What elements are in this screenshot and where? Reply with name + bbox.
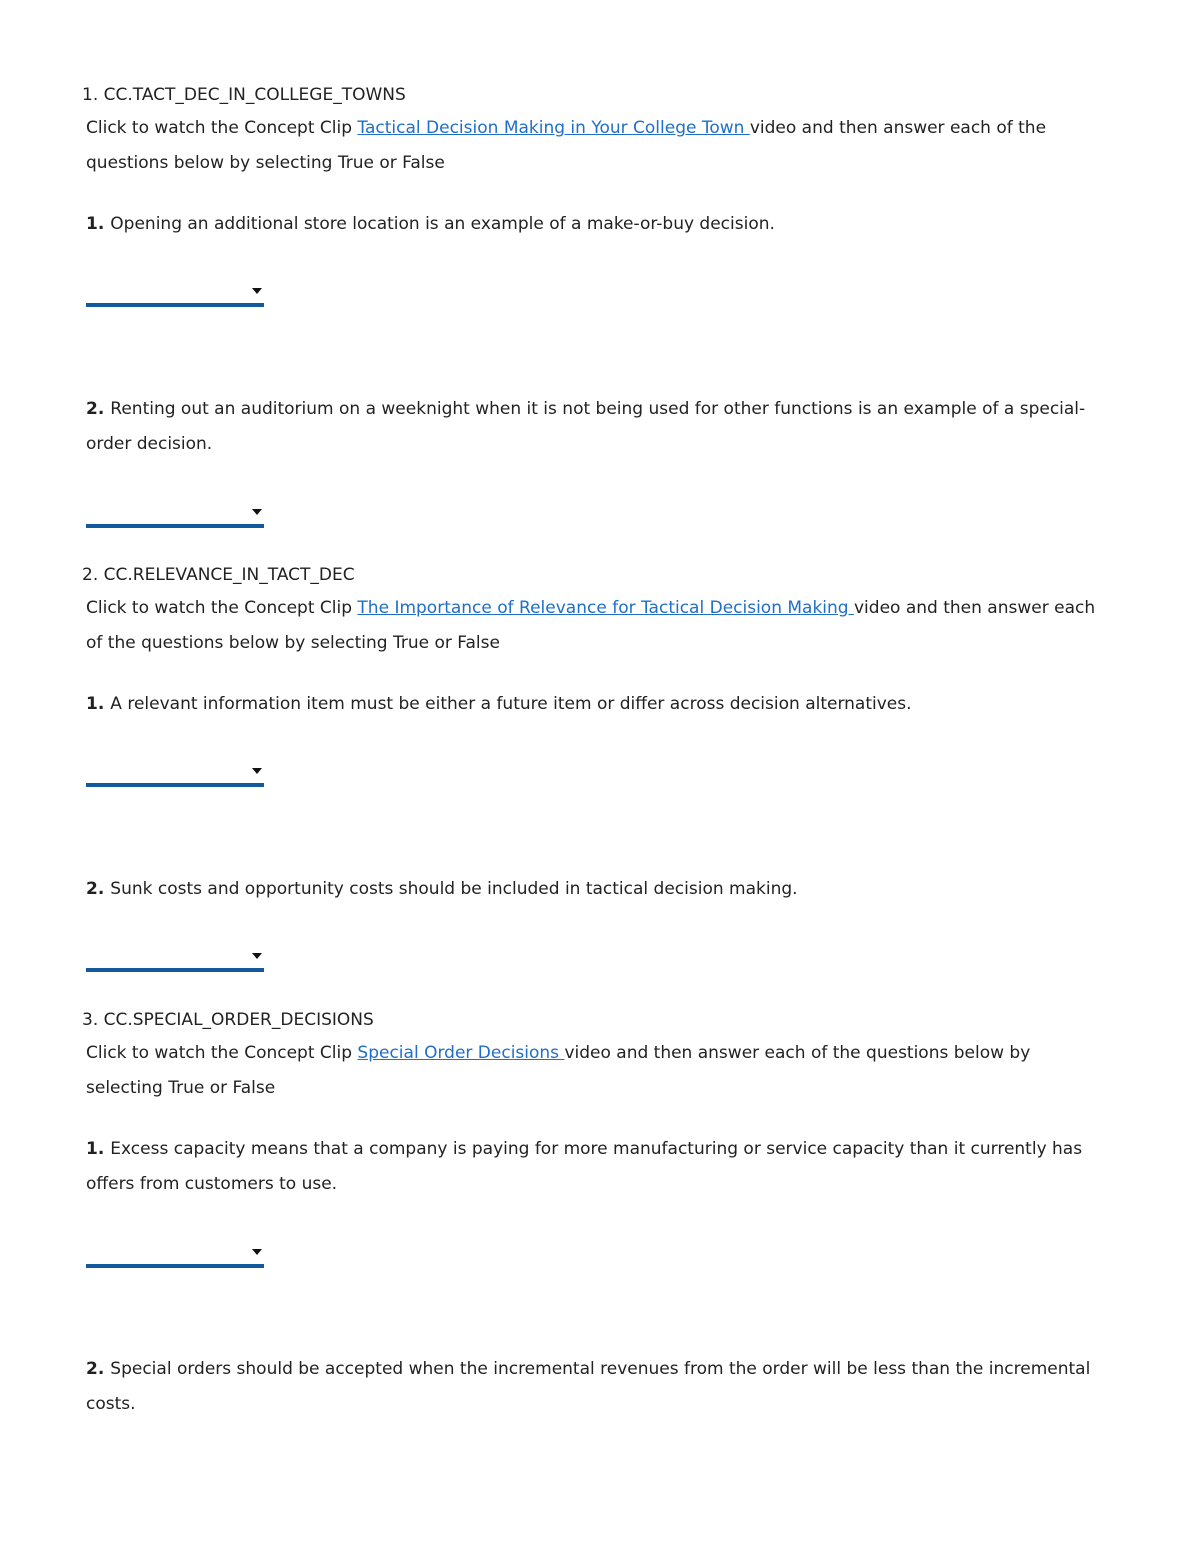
- caret-down-icon: [252, 288, 262, 294]
- question-text: Sunk costs and opportunity costs should be included in tactical decision making.: [110, 879, 798, 899]
- concept-clip-link-3[interactable]: Special Order Decisions: [357, 1043, 565, 1063]
- answer-dropdown-3-1[interactable]: [86, 1242, 264, 1268]
- question-number: 1.: [86, 1139, 105, 1159]
- question-text: A relevant information item must be either a future item or differ across decision alternatives.: [110, 694, 912, 714]
- section-3-intro: [86, 1036, 1106, 1106]
- question-number: 1.: [86, 694, 105, 714]
- section-3-question-1: [86, 1132, 1106, 1202]
- caret-down-icon: [252, 953, 262, 959]
- caret-down-icon: [252, 768, 262, 774]
- section-2-intro: [86, 591, 1106, 661]
- answer-dropdown-2-2[interactable]: [86, 946, 264, 972]
- section-2-question-1: [86, 687, 1106, 722]
- section-3-title: 3. CC.SPECIAL_ORDER_DECISIONS: [82, 1010, 374, 1030]
- concept-clip-link-2[interactable]: The Importance of Relevance for Tactical Decision Making: [357, 598, 854, 618]
- intro-suffix: video and then answer each of the questions below by selecting True or False: [86, 1043, 1031, 1098]
- answer-dropdown-1-1[interactable]: [86, 281, 264, 307]
- question-number: 2.: [86, 1359, 105, 1379]
- question-text: Renting out an auditorium on a weeknight when it is not being used for other functions is an example of a special-order decision.: [86, 399, 1086, 454]
- caret-down-icon: [252, 1249, 262, 1255]
- intro-suffix: video and then answer each of the questions below by selecting True or False: [86, 598, 1096, 653]
- section-1-question-1: [86, 207, 1106, 242]
- section-3-question-2: [86, 1352, 1106, 1422]
- caret-down-icon: [252, 509, 262, 515]
- intro-prefix: Click to watch the Concept Clip: [86, 1043, 358, 1063]
- question-text: Special orders should be accepted when the incremental revenues from the order will be less than the incremental costs.: [86, 1359, 1091, 1414]
- question-number: 2.: [86, 879, 105, 899]
- section-2-title: 2. CC.RELEVANCE_IN_TACT_DEC: [82, 565, 355, 585]
- intro-prefix: Click to watch the Concept Clip: [86, 118, 358, 138]
- intro-prefix: Click to watch the Concept Clip: [86, 598, 358, 618]
- concept-clip-link-1[interactable]: Tactical Decision Making in Your College Town: [357, 118, 750, 138]
- question-text: Excess capacity means that a company is paying for more manufacturing or service capacity than it currently has offers from customers to use.: [86, 1139, 1083, 1194]
- question-number: 2.: [86, 399, 105, 419]
- intro-suffix: video and then answer each of the questions below by selecting True or False: [86, 118, 1047, 173]
- question-number: 1.: [86, 214, 105, 234]
- answer-dropdown-2-1[interactable]: [86, 761, 264, 787]
- answer-dropdown-1-2[interactable]: [86, 502, 264, 528]
- section-2-question-2: [86, 872, 1106, 907]
- section-1-title: 1. CC.TACT_DEC_IN_COLLEGE_TOWNS: [82, 85, 406, 105]
- question-text: Opening an additional store location is an example of a make-or-buy decision.: [110, 214, 775, 234]
- section-1-question-2: [86, 392, 1106, 462]
- section-1-intro: [86, 111, 1106, 181]
